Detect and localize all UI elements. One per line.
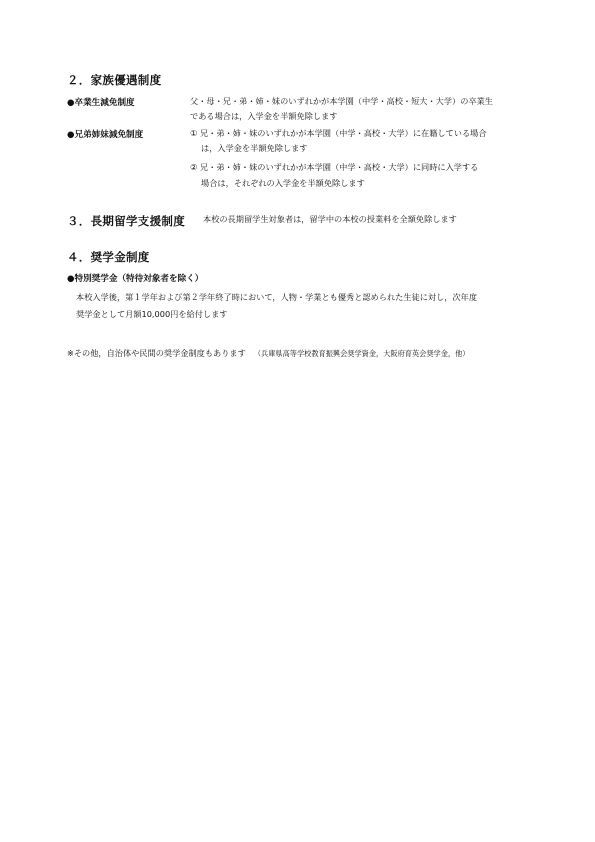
special-scholarship-label: ●特別奨学金（特待対象者を除く） [67, 274, 204, 284]
sibling-discount-item1-line1: ① 兄・弟・姉・妹のいずれかが本学園（中学・高校・大学）に在籍している場合 [190, 128, 487, 138]
graduate-discount-text-line1: 父・母・兄・弟・姉・妹のいずれかが本学園（中学・高校・短大・大学）の卒業生 [190, 96, 493, 106]
note-main-text: ※その他，自治体や民間の奨学金制度もあります [67, 348, 246, 358]
section2-heading: ２．家族優遇制度 [67, 73, 162, 87]
special-scholarship-text-line1: 本校入学後，第１学年および第２学年終了時において，人物・学業とも優秀と認められた生徒に対し，次年度 [76, 292, 478, 302]
special-scholarship-text-line2: 奨学金として月額10,000円を給付します [76, 309, 228, 319]
note-detail-text: （兵庫県高等学校教育振興会奨学資金，大阪府育英会奨学金，他） [253, 349, 470, 358]
sibling-discount-item2-line1: ② 兄・弟・姉・妹のいずれかが本学園（中学・高校・大学）に同時に入学する [190, 162, 479, 172]
graduate-discount-text-line2: である場合は，入学金を半額免除します [190, 111, 338, 121]
sibling-discount-label: ●兄弟姉妹減免制度 [67, 130, 144, 140]
section3-heading: ３．長期留学支援制度 [67, 214, 185, 228]
sibling-discount-item2-line2: 場合は，それぞれの入学金を半額免除します [201, 178, 365, 188]
section4-heading: ４．奨学金制度 [67, 250, 150, 264]
other-scholarships-note [67, 341, 469, 360]
graduate-discount-label: ●卒業生減免制度 [67, 98, 135, 108]
study-abroad-text: 本校の長期留学生対象者は，留学中の本校の授業料を全額免除します [203, 214, 457, 224]
sibling-discount-item1-line2: は，入学金を半額免除します [201, 143, 308, 153]
